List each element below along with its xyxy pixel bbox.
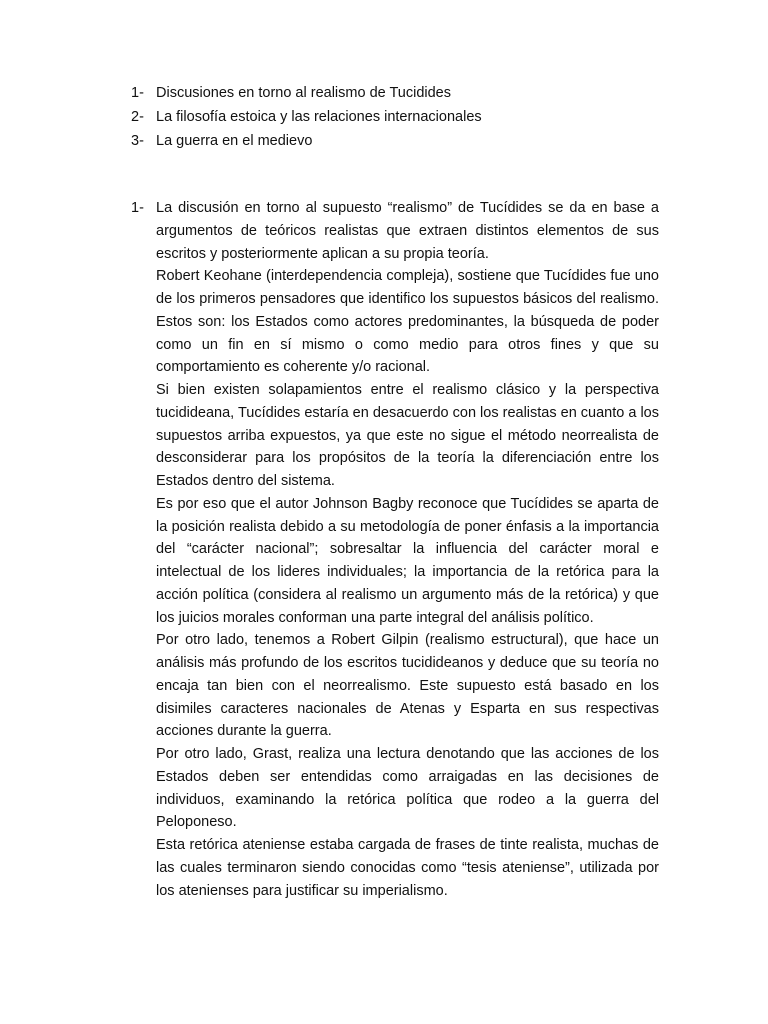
- topic-number: 1-: [131, 85, 144, 101]
- topic-label: La guerra en el medievo: [156, 133, 313, 149]
- section-number: 1-: [131, 200, 144, 216]
- topic-number: 2-: [131, 109, 144, 125]
- section-body: [156, 197, 659, 902]
- paragraph-keohane: Robert Keohane (interdependencia compleja), sostiene que Tucídides fue uno de los primeros pensadores que identifico los supuestos básicos del realismo. Estos son: los Estados como actores predominantes, la búsqueda de poder como un fin en sí mismo o como medio para otros fines y que su comportamiento es coherente y/o racional.: [156, 268, 659, 376]
- paragraph-overlap: Si bien existen solapamientos entre el realismo clásico y la perspectiva tucidideana, Tucídides estaría en desacuerdo con los realistas en cuanto a los supuestos arriba expuestos, ya que este no sigue el método neorrealista de desconsiderar para los propósitos de la teoría la diferenciación entre los Estados dentro del sistema.: [156, 382, 659, 489]
- paragraph-gilpin: Por otro lado, tenemos a Robert Gilpin (realismo estructural), que hace un análisis más profundo de los escritos tucidideanos y deduce que su teoría no encaja tan bien con el neorrealismo. Este supuesto está basado en los disimiles caracteres nacionales de Atenas y Esparta en sus respectivas acciones durante la guerra.: [156, 632, 659, 740]
- paragraph-intro: La discusión en torno al supuesto “realismo” de Tucídides se da en base a argumentos de teóricos realistas que extraen distintos elementos de sus escritos y posteriormente aplican a su propia teoría.: [156, 200, 659, 262]
- paragraph-rhetoric: Esta retórica ateniense estaba cargada de frases de tinte realista, muchas de las cuales terminaron siendo conocidas como “tesis ateniense”, utilizada por los atenienses para justificar su imperialismo.: [156, 837, 659, 899]
- paragraph-grast: Por otro lado, Grast, realiza una lectura denotando que las acciones de los Estados deben ser entendidas como arraigadas en las decisiones de individuos, examinando la retórica política que rodeo a la guerra del Peloponeso.: [156, 746, 659, 831]
- topic-label: Discusiones en torno al realismo de Tucidides: [156, 85, 451, 101]
- topic-label: La filosofía estoica y las relaciones internacionales: [156, 109, 482, 125]
- topic-item-3: [131, 129, 651, 153]
- topic-number: 3-: [131, 133, 144, 149]
- paragraph-bagby: Es por eso que el autor Johnson Bagby reconoce que Tucídides se aparta de la posición realista debido a su metodología de poner énfasis a la importancia del “carácter nacional”; sobresaltar la influencia del carácter moral e intelectual de los lideres individuales; la importancia de la retórica para la acción política (considera al realismo un argumento más de la retórica) y que los juicios morales conforman una parte integral del análisis político.: [156, 495, 659, 626]
- topic-item-2: [131, 105, 651, 129]
- topic-item-1: [131, 81, 651, 105]
- section-1: [131, 197, 659, 902]
- section-1-body-wrapper: [131, 197, 659, 902]
- topic-list: [131, 81, 651, 153]
